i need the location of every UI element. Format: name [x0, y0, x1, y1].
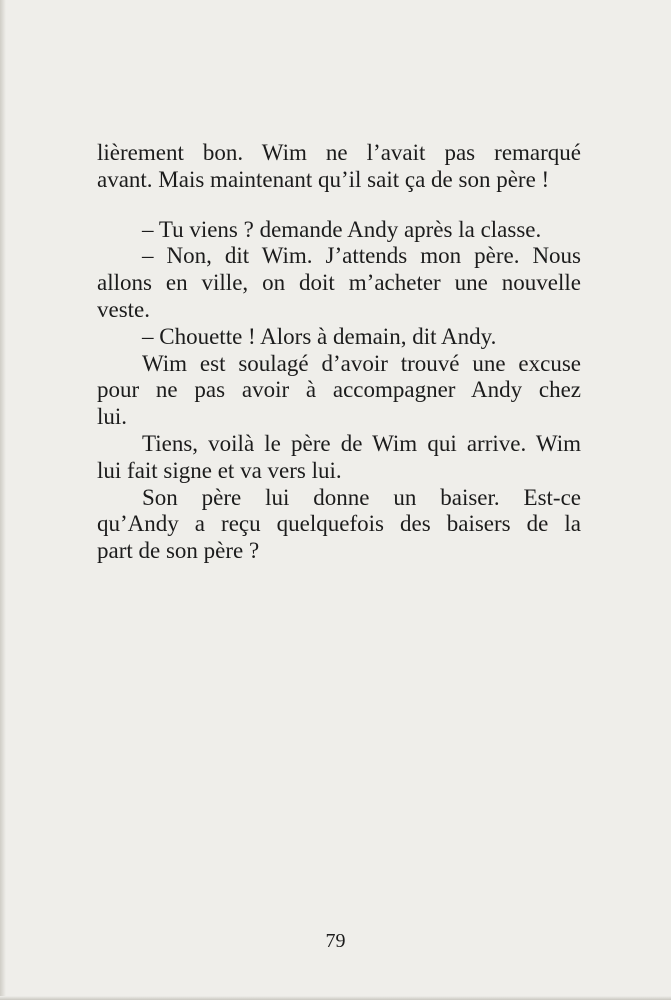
text-line: – Non, dit Wim. J’attends mon père. Nous — [142, 243, 581, 269]
text-line: qu’Andy a reçu quelquefois des baisers de la — [97, 511, 581, 537]
text-line: pour ne pas avoir à accompagner Andy chez — [97, 377, 581, 403]
text-line: – Tu viens ? demande Andy après la classe. — [142, 216, 542, 242]
text-line: allons en ville, on doit m’acheter une nouvelle — [97, 270, 581, 296]
text-line: veste. — [97, 296, 151, 322]
body-text — [97, 140, 581, 565]
paragraph-gap — [97, 194, 581, 217]
text-line: Wim est soulagé d’avoir trouvé une excuse — [142, 350, 581, 376]
text-line: part de son père ? — [97, 538, 260, 564]
text-line: Son père lui donne un baiser. Est-ce — [142, 484, 581, 510]
page-bottom-edge — [0, 996, 671, 1000]
page-spine-shadow — [0, 0, 6, 1000]
page-number: 79 — [325, 930, 346, 952]
text-line: avant. Mais maintenant qu’il sait ça de son père ! — [97, 166, 550, 192]
text-line: lièrement bon. Wim ne l’avait pas remarqué — [97, 140, 581, 165]
text-line: Tiens, voilà le père de Wim qui arrive. Wim — [142, 430, 581, 456]
text-line: lui fait signe et va vers lui. — [97, 457, 342, 483]
text-line: lui. — [97, 404, 128, 430]
text-line: – Chouette ! Alors à demain, dit Andy. — [142, 323, 497, 349]
